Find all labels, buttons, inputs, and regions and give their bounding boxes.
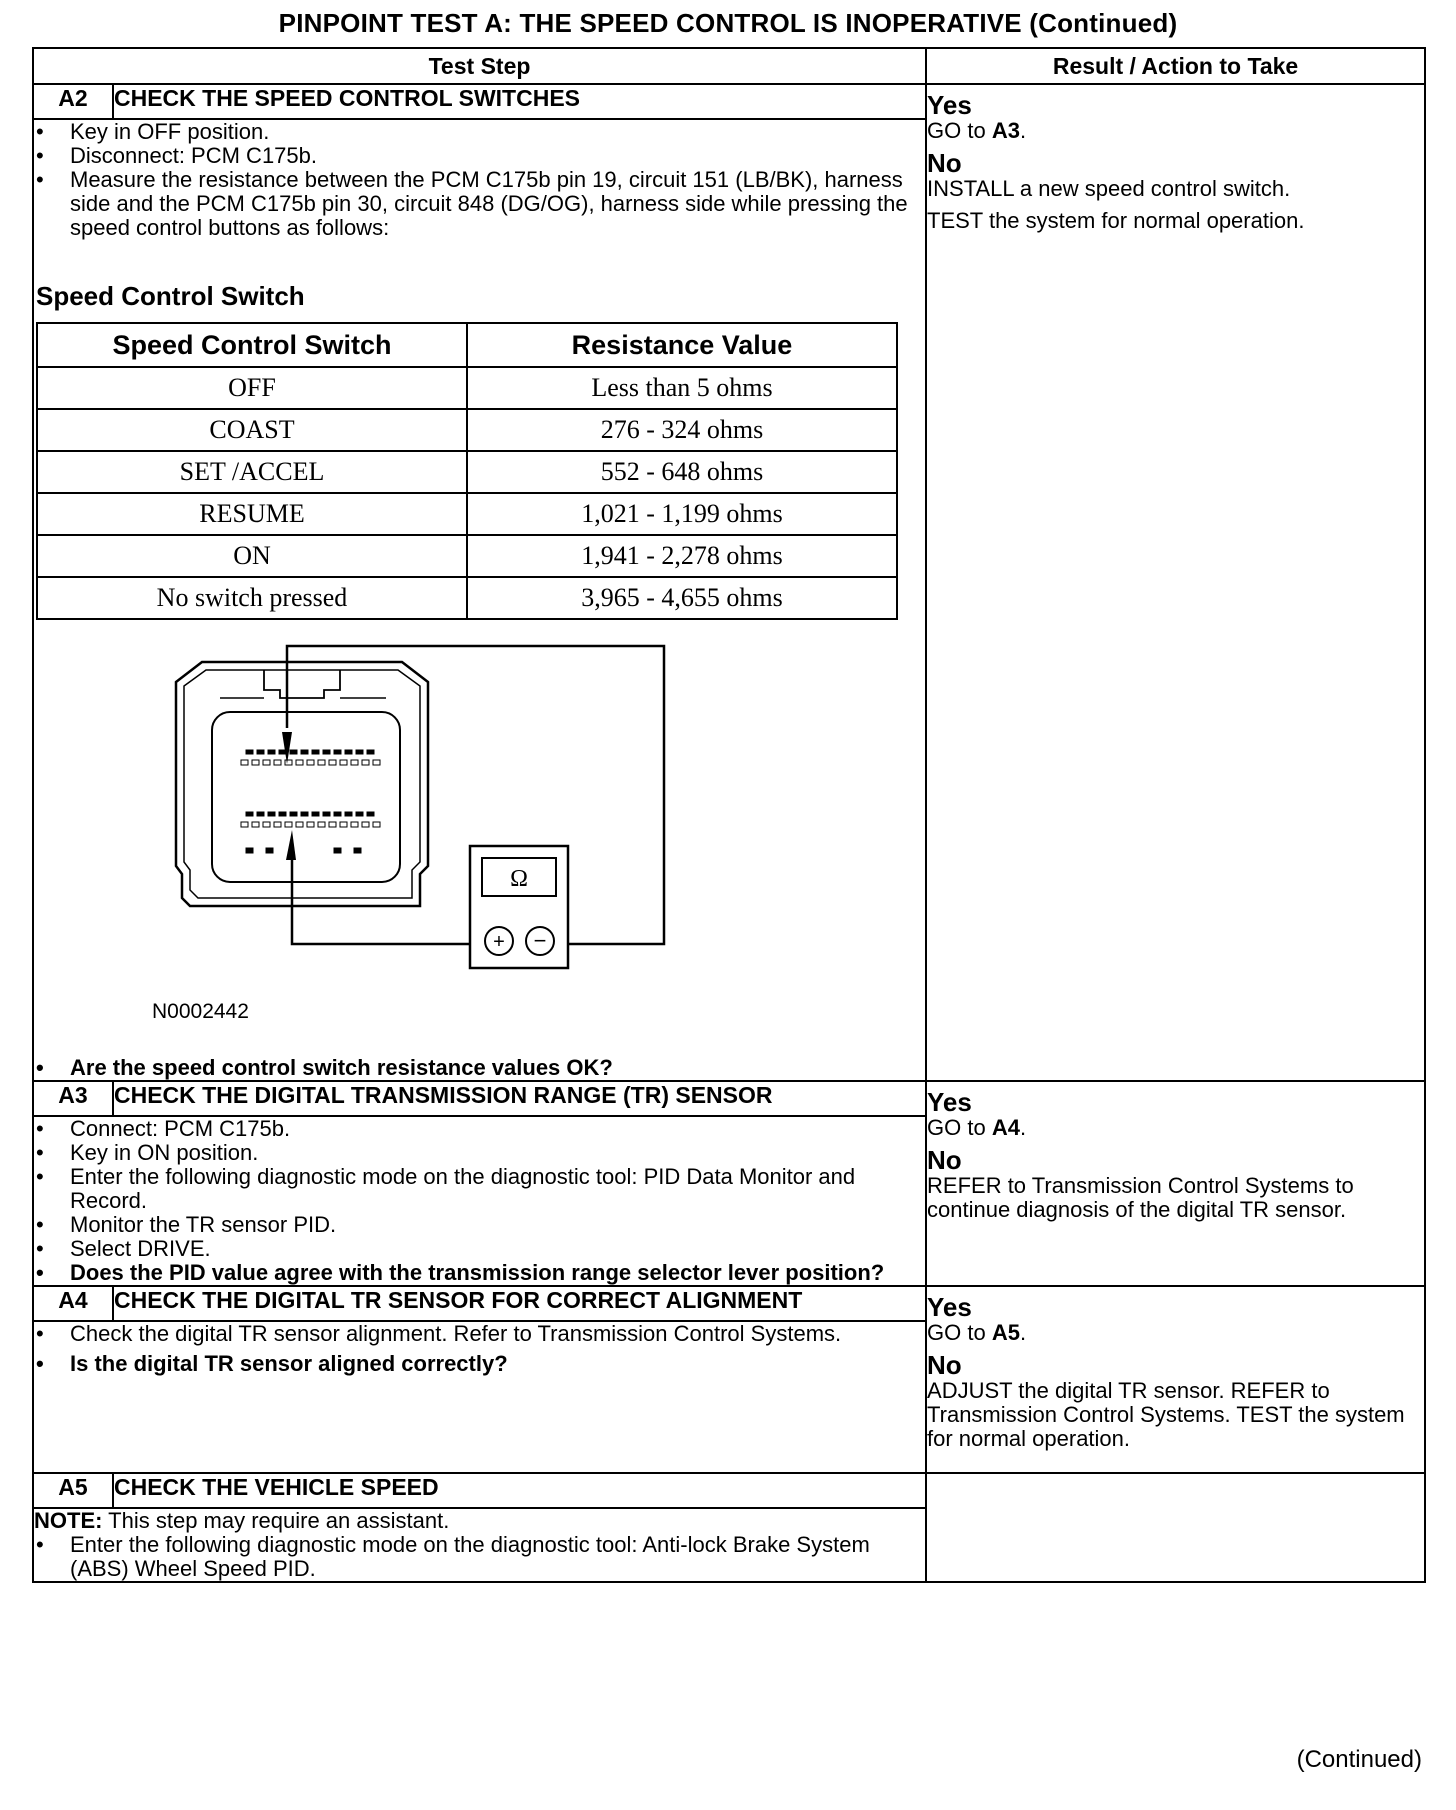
- resistance-cell: 276 - 324 ohms: [467, 409, 897, 451]
- step-a4-result: [926, 1286, 1425, 1473]
- step-a3-result: [926, 1081, 1425, 1286]
- step-a2-id: A2: [33, 84, 113, 119]
- connector-pin: [296, 822, 303, 827]
- a3-bullet-list: [34, 1117, 925, 1285]
- resistance-cell: 3,965 - 4,655 ohms: [467, 577, 897, 619]
- a5-note: [34, 1509, 925, 1533]
- list-item: • Enter the following diagnostic mode on the diagnostic tool: PID Data Monitor and Record.: [70, 1165, 925, 1213]
- connector-pin: [246, 750, 253, 754]
- connector-pin: [356, 812, 363, 816]
- step-a3-body: [33, 1116, 926, 1286]
- list-item: • Key in ON position.: [70, 1141, 925, 1165]
- list-item: • Check the digital TR sensor alignment. Refer to Transmission Control Systems.: [70, 1322, 925, 1346]
- connector-pin: [318, 760, 325, 765]
- connector-pin: [290, 812, 297, 816]
- connector-ohmmeter-diagram: [34, 634, 894, 1054]
- connector-pin: [312, 750, 319, 754]
- a3-no-label: No: [927, 1145, 962, 1175]
- list-item: • Key in OFF position.: [70, 120, 925, 144]
- connector-pin: [285, 760, 292, 765]
- ohmmeter-body: [470, 846, 568, 968]
- connector-pin: [345, 812, 352, 816]
- a2-no-label: No: [927, 148, 962, 178]
- pinpoint-test-table: [32, 47, 1426, 1583]
- a2-yes-target[interactable]: A3: [991, 118, 1020, 143]
- table-header-row: [33, 48, 1425, 84]
- table-row: [37, 493, 897, 535]
- connector-pins: [241, 750, 380, 853]
- connector-diagram-svg: [34, 634, 894, 1054]
- connector-pin: [263, 822, 270, 827]
- resistance-col-header: Resistance Value: [467, 323, 897, 367]
- step-a2-heading-row: [33, 84, 1425, 119]
- connector-pin: [351, 760, 358, 765]
- switch-cell: No switch pressed: [37, 577, 467, 619]
- a4-question: • Is the digital TR sensor aligned correctly?: [70, 1352, 925, 1376]
- step-a5-heading: CHECK THE VEHICLE SPEED: [113, 1473, 926, 1508]
- a4-yes-target[interactable]: A5: [991, 1320, 1020, 1345]
- list-item: • Connect: PCM C175b.: [70, 1117, 925, 1141]
- switch-col-header: Speed Control Switch: [37, 323, 467, 367]
- connector-pin: [362, 822, 369, 827]
- table-row: [37, 367, 897, 409]
- a2-bullet-list: [34, 120, 925, 240]
- step-a3-id: A3: [33, 1081, 113, 1116]
- connector-pin: [279, 812, 286, 816]
- switch-cell: COAST: [37, 409, 467, 451]
- switch-cell: RESUME: [37, 493, 467, 535]
- connector-pin: [268, 750, 275, 754]
- connector-pin: [257, 812, 264, 816]
- connector-pin: [307, 760, 314, 765]
- a4-no-label: No: [927, 1350, 962, 1380]
- table-row: [37, 451, 897, 493]
- step-a2-heading: CHECK THE SPEED CONTROL SWITCHES: [113, 84, 926, 119]
- connector-pin: [356, 750, 363, 754]
- a4-yes-label: Yes: [927, 1292, 972, 1322]
- switch-cell: ON: [37, 535, 467, 577]
- list-item: • Measure the resistance between the PCM C175b pin 19, circuit 151 (LB/BK), harness side and the PCM C175b pin 30, circuit 848 (DG/OG), harness side while pressing the speed control buttons as follows:: [70, 168, 925, 240]
- switch-table-title: Speed Control Switch: [36, 281, 305, 311]
- connector-pin: [268, 812, 275, 816]
- connector-pin: [318, 822, 325, 827]
- connector-pin: [301, 750, 308, 754]
- connector-pin: [351, 822, 358, 827]
- a3-question: • Does the PID value agree with the transmission range selector lever position?: [70, 1261, 925, 1285]
- connector-cavity: [212, 712, 400, 882]
- connector-pin: [257, 750, 264, 754]
- figure-id: N0002442: [152, 1000, 249, 1023]
- resistance-cell: 1,021 - 1,199 ohms: [467, 493, 897, 535]
- step-a2-result: [926, 84, 1425, 1081]
- note-label: NOTE:: [34, 1508, 103, 1533]
- resistance-cell: 1,941 - 2,278 ohms: [467, 535, 897, 577]
- connector-pin: [241, 822, 248, 827]
- connector-pin: [329, 822, 336, 827]
- minus-symbol: −: [533, 928, 547, 953]
- negative-lead-wire: [292, 850, 492, 944]
- connector-pin: [246, 812, 253, 816]
- test-step-header: Test Step: [33, 48, 926, 84]
- a2-question-list: [34, 1056, 925, 1080]
- connector-pin: [329, 760, 336, 765]
- table-row: [37, 409, 897, 451]
- connector-pin: [263, 760, 270, 765]
- a3-yes-target[interactable]: A4: [991, 1115, 1020, 1140]
- connector-pin: [274, 822, 281, 827]
- a5-bullet-list: [34, 1533, 925, 1581]
- connector-pin: [285, 822, 292, 827]
- connector-pin: [241, 760, 248, 765]
- step-a5-result: [926, 1473, 1425, 1582]
- connector-pin: [334, 848, 341, 853]
- list-item: • Disconnect: PCM C175b.: [70, 144, 925, 168]
- step-a5-body: [33, 1508, 926, 1582]
- connector-pin: [274, 760, 281, 765]
- connector-latch: [264, 670, 340, 698]
- connector-pin: [334, 750, 341, 754]
- connector-pin: [362, 760, 369, 765]
- table-row: [37, 577, 897, 619]
- connector-pin: [296, 760, 303, 765]
- resistance-cell: Less than 5 ohms: [467, 367, 897, 409]
- switch-cell: SET /ACCEL: [37, 451, 467, 493]
- step-a5-heading-row: [33, 1473, 1425, 1508]
- a4-no-action: ADJUST the digital TR sensor. REFER to Transmission Control Systems. TEST the system for normal operation.: [927, 1378, 1405, 1451]
- connector-pin: [367, 750, 374, 754]
- a4-bullet-list: [34, 1322, 925, 1376]
- connector-pin: [307, 822, 314, 827]
- connector-pin: [373, 822, 380, 827]
- connector-pin: [340, 822, 347, 827]
- connector-pin: [340, 760, 347, 765]
- step-a4-body: [33, 1321, 926, 1473]
- step-a3-heading-row: [33, 1081, 1425, 1116]
- note-text: This step may require an assistant.: [102, 1508, 450, 1533]
- a2-no-action-1: INSTALL a new speed control switch.: [927, 176, 1291, 201]
- resistance-cell: 552 - 648 ohms: [467, 451, 897, 493]
- a4-yes-action: GO to A5.: [927, 1320, 1027, 1345]
- a3-no-action: REFER to Transmission Control Systems to continue diagnosis of the digital TR sensor.: [927, 1173, 1354, 1222]
- list-item: • Monitor the TR sensor PID.: [70, 1213, 925, 1237]
- connector-pin: [334, 812, 341, 816]
- connector-pin: [312, 812, 319, 816]
- list-item: • Enter the following diagnostic mode on the diagnostic tool: Anti-lock Brake System (ABS) Wheel Speed PID.: [70, 1533, 925, 1581]
- a3-yes-label: Yes: [927, 1087, 972, 1117]
- connector-pin: [354, 848, 361, 853]
- result-header: Result / Action to Take: [926, 48, 1425, 84]
- step-a4-heading-row: [33, 1286, 1425, 1321]
- connector-pin: [252, 822, 259, 827]
- connector-pin: [323, 812, 330, 816]
- a2-question: • Are the speed control switch resistance values OK?: [70, 1056, 925, 1080]
- a2-yes-label: Yes: [927, 90, 972, 120]
- list-item: • Select DRIVE.: [70, 1237, 925, 1261]
- connector-pin: [252, 760, 259, 765]
- connector-pin: [367, 812, 374, 816]
- continued-footer: (Continued): [1296, 1746, 1422, 1773]
- connector-pin: [323, 750, 330, 754]
- connector-inner-housing: [184, 670, 420, 898]
- switch-resistance-table: [36, 322, 898, 620]
- a2-no-action-2: TEST the system for normal operation.: [927, 208, 1305, 233]
- probe-tip-upper: [282, 732, 292, 764]
- page-title: PINPOINT TEST A: THE SPEED CONTROL IS INOPERATIVE (Continued): [278, 8, 1178, 38]
- a2-yes-action: GO to A3.: [927, 118, 1027, 143]
- connector-pin: [345, 750, 352, 754]
- step-a2-body: [33, 119, 926, 1081]
- step-a3-heading: CHECK THE DIGITAL TRANSMISSION RANGE (TR) SENSOR: [113, 1081, 926, 1116]
- connector-pin: [246, 848, 253, 853]
- connector-pin: [290, 750, 297, 754]
- connector-pin: [373, 760, 380, 765]
- switch-cell: OFF: [37, 367, 467, 409]
- plus-symbol: +: [493, 931, 505, 953]
- step-a5-id: A5: [33, 1473, 113, 1508]
- table-row: [37, 535, 897, 577]
- step-a4-id: A4: [33, 1286, 113, 1321]
- probe-tip-lower: [286, 830, 296, 860]
- ohm-symbol: Ω: [510, 866, 528, 892]
- step-a4-heading: CHECK THE DIGITAL TR SENSOR FOR CORRECT ALIGNMENT: [113, 1286, 926, 1321]
- connector-pin: [266, 848, 273, 853]
- a3-yes-action: GO to A4.: [927, 1115, 1027, 1140]
- connector-pin: [301, 812, 308, 816]
